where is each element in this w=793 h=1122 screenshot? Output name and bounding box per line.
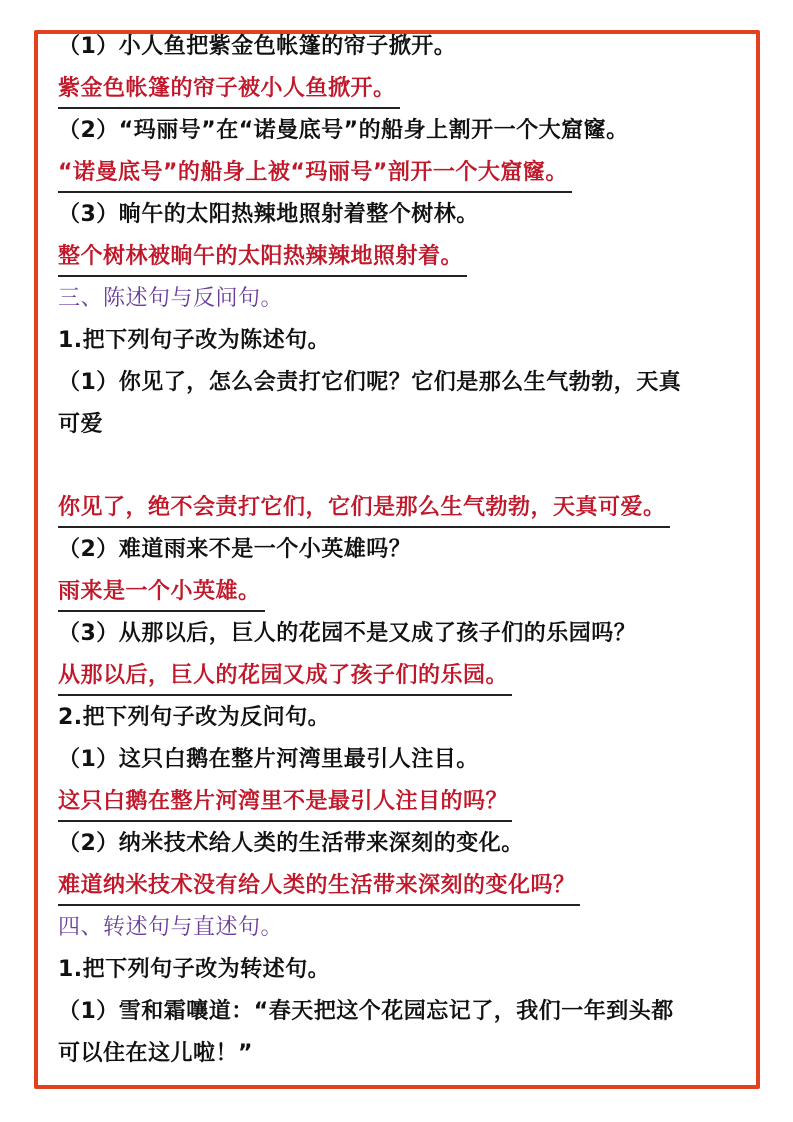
answer-line: 雨来是一个小英雄。 xyxy=(58,577,261,608)
question-line: （2）纳米技术给人类的生活带来深刻的变化。 xyxy=(58,831,524,856)
question-line-continued: 可爱 xyxy=(58,412,104,437)
instruction-line: 1.把下列句子改为转述句。 xyxy=(58,957,331,982)
question-line: （1）你见了，怎么会责打它们呢？它们是那么生气勃勃，天真 xyxy=(58,370,682,395)
section-heading: 三、陈述句与反问句。 xyxy=(58,286,284,311)
question-line: （2）难道雨来不是一个小英雄吗？ xyxy=(58,537,412,562)
answer-line: 难道纳米技术没有给人类的生活带来深刻的变化吗？ xyxy=(58,871,576,902)
answer-line: 从那以后，巨人的花园又成了孩子们的乐园。 xyxy=(58,661,508,692)
question-line-continued: 可以住在这儿啦！” xyxy=(58,1041,253,1066)
question-line: （2）“玛丽号”在“诺曼底号”的船身上割开一个大窟窿。 xyxy=(58,118,629,143)
instruction-line: 1.把下列句子改为陈述句。 xyxy=(58,328,331,353)
question-line: （1）这只白鹅在整片河湾里最引人注目。 xyxy=(58,747,479,772)
answer-line: 紫金色帐篷的帘子被小人鱼掀开。 xyxy=(58,74,396,105)
question-line: （1）雪和霜嚷道：“春天把这个花园忘记了，我们一年到头都 xyxy=(58,999,674,1024)
answer-line: “诺曼底号”的船身上被“玛丽号”剖开一个大窟窿。 xyxy=(58,158,568,189)
instruction-line: 2.把下列句子改为反问句。 xyxy=(58,705,331,730)
answer-line: 这只白鹅在整片河湾里不是最引人注目的吗？ xyxy=(58,787,508,818)
question-line: （3）晌午的太阳热辣地照射着整个树林。 xyxy=(58,202,479,227)
section-heading: 四、转述句与直述句。 xyxy=(58,915,284,940)
answer-line: 整个树林被晌午的太阳热辣辣地照射着。 xyxy=(58,242,463,273)
answer-line: 你见了，绝不会责打它们，它们是那么生气勃勃，天真可爱。 xyxy=(58,493,666,524)
question-line: （3）从那以后，巨人的花园不是又成了孩子们的乐园吗？ xyxy=(58,621,637,646)
question-line: （1）小人鱼把紫金色帐篷的帘子掀开。 xyxy=(58,34,457,59)
